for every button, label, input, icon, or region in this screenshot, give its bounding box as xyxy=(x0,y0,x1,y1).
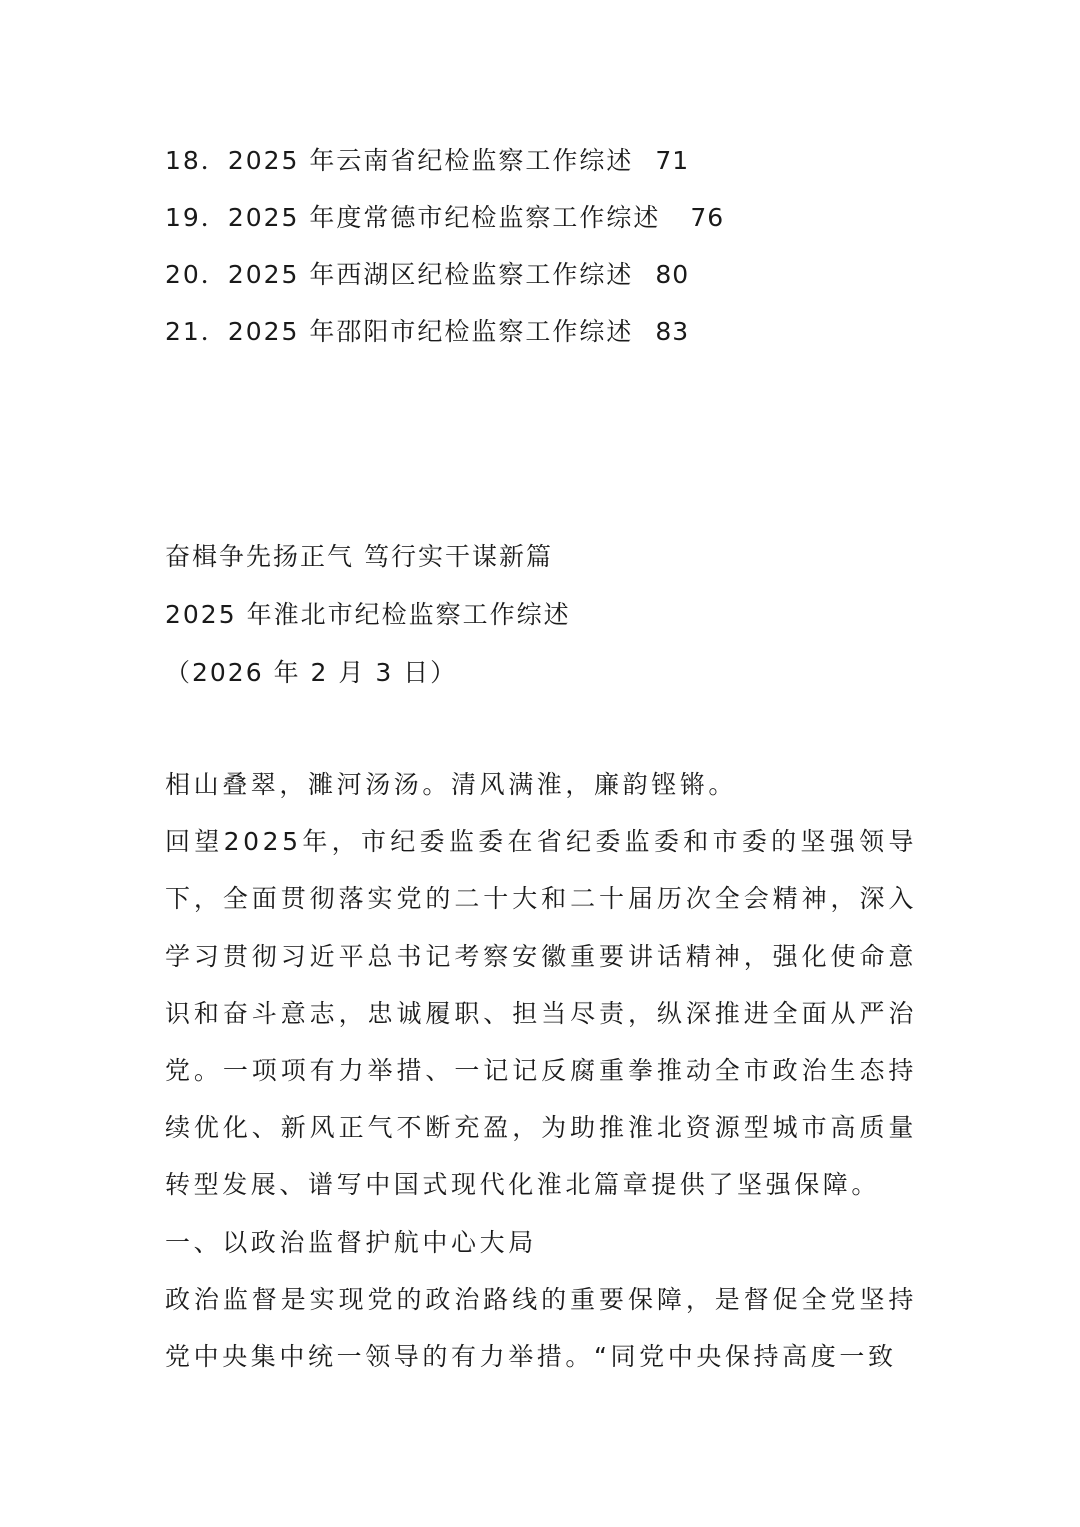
toc-entry-number: 21． xyxy=(165,317,228,346)
body-paragraph-intro: 相山叠翠，濉河汤汤。清风满淮，廉韵铿锵。 xyxy=(165,770,738,799)
body-paragraph-review: 回望2025年，市纪委监委在省纪委监委和市委的坚强领导下，全面贯彻落实党的二十大和二十届历次全会精神，深入学习贯彻习近平总书记考察安徽重要讲话精神，强化使命意识和奋斗意志，忠诚履职、担当尽责，纵深推进全面从严治党。一项项有力举措、一记记反腐重拳推动全市政治生态持续优化、新风正气不断充盈，为助推淮北资源型城市高质量转型发展、谱写中国式现代化淮北篇章提供了坚强保障。 xyxy=(165,827,917,1200)
article-date: （2026 年 2 月 3 日） xyxy=(165,658,458,687)
toc-entry-title: 2025 年云南省纪检监察工作综述 xyxy=(227,146,634,175)
toc-entry-page: 76 xyxy=(690,203,725,232)
toc-entry-number: 18． xyxy=(165,146,228,175)
toc-entry-number: 20． xyxy=(165,260,228,289)
article-headline: 奋楫争先扬正气 笃行实干谋新篇 xyxy=(165,542,553,571)
section-heading-1: 一、以政治监督护航中心大局 xyxy=(165,1227,537,1257)
table-of-contents xyxy=(165,132,925,360)
article-subtitle: 2025 年淮北市纪检监察工作综述 xyxy=(165,600,571,629)
body-paragraph-political-supervision: 政治监督是实现党的政治路线的重要保障，是督促全党坚持党中央集中统一领导的有力举措。“同党中央保持高度一致 xyxy=(165,1284,917,1372)
toc-entry-title: 2025 年邵阳市纪检监察工作综述 xyxy=(227,317,634,346)
toc-entry-page: 80 xyxy=(655,260,690,289)
toc-entry[interactable] xyxy=(165,246,925,303)
toc-entry-title: 2025 年西湖区纪检监察工作综述 xyxy=(227,260,634,289)
toc-entry-number: 19． xyxy=(165,203,228,232)
toc-entry-page: 83 xyxy=(655,317,690,346)
toc-entry[interactable] xyxy=(165,132,925,189)
article-body xyxy=(165,756,917,1385)
toc-entry[interactable] xyxy=(165,189,925,246)
toc-entry[interactable] xyxy=(165,303,925,360)
toc-entry-page: 71 xyxy=(655,146,690,175)
toc-entry-title: 2025 年度常德市纪检监察工作综述 xyxy=(227,203,661,232)
article-heading xyxy=(165,528,925,702)
